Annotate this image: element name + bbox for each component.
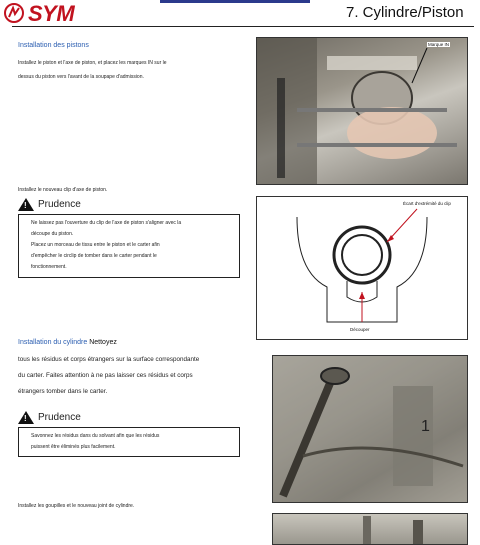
- header-accent-bar: [160, 0, 310, 3]
- dowel-gasket-photo: [272, 513, 468, 545]
- diagram-label-decouper: Découper: [350, 327, 370, 332]
- warning-triangle-icon: [18, 198, 34, 211]
- brand-logo-icon: [3, 3, 25, 23]
- section1-text-line1: Installez le piston et l'axe de piston, et placez les marques IN sur le: [18, 60, 167, 66]
- caution-box-2: [18, 427, 240, 457]
- caution-header-2: [18, 411, 81, 424]
- caution1-line-3: Placez un morceau de tissu entre le piston et le carter afin: [31, 242, 160, 248]
- section2-text: Installez le nouveau clip d'axe de piston.: [18, 187, 108, 193]
- caution-box-1: [18, 214, 240, 278]
- section3-heading-row: [18, 339, 117, 346]
- caution1-line-1: Ne laissez pas l'ouverture du clip de l'axe de piston s'aligner avec la: [31, 220, 182, 226]
- section-heading-pistons: Installation des pistons: [18, 42, 89, 49]
- section1-text-line2: dessus du piston vers l'avant de la soupape d'admission.: [18, 74, 144, 80]
- caution2-line-1: Savonnez les résidus dans du solvant afin que les résidus: [31, 433, 160, 439]
- image-label-marque-in: Marque IN: [428, 42, 450, 47]
- caution1-line-2: découpe du piston.: [31, 231, 74, 237]
- chapter-title: 7. Cylindre/Piston: [346, 4, 464, 21]
- section3-heading-tail: Nettoyez: [89, 339, 117, 346]
- cylinder-clean-photo: [272, 355, 468, 503]
- piston-clip-diagram-illustration: [257, 197, 467, 339]
- cylinder-photo-illustration: [273, 356, 467, 502]
- section4-text: Installez les goupilles et le nouveau joint de cylindre.: [18, 503, 135, 509]
- brand-name: SYM: [28, 1, 75, 26]
- gasket-photo-illustration: [273, 514, 467, 544]
- piston-install-photo: [256, 37, 468, 185]
- section3-line-2: du carter. Faites attention à ne pas laisser ces résidus et corps: [18, 372, 193, 379]
- section-heading-cylindre: Installation du cylindre: [18, 339, 88, 346]
- clip-gap-diagram: [256, 196, 468, 340]
- header-divider: [12, 26, 474, 27]
- diagram-label-clip-gap: Écart d'extrémité du clip: [403, 201, 451, 206]
- section3-line-3: étrangers tomber dans le carter.: [18, 388, 108, 395]
- caution-header-1: [18, 198, 81, 211]
- warning-triangle-icon: [18, 411, 34, 424]
- caution-title-1: Prudence: [38, 199, 81, 210]
- section3-line-1: tous les résidus et corps étrangers sur la surface correspondante: [18, 356, 200, 363]
- caution-title-2: Prudence: [38, 412, 81, 423]
- caution2-line-2: puissent être éliminés plus facilement.: [31, 444, 116, 450]
- svg-text:1: 1: [421, 418, 430, 435]
- caution1-line-4: d'empêcher le circlip de tomber dans le carter pendant le: [31, 253, 157, 259]
- caution1-line-5: fonctionnement.: [31, 264, 67, 270]
- piston-photo-illustration: [257, 38, 467, 184]
